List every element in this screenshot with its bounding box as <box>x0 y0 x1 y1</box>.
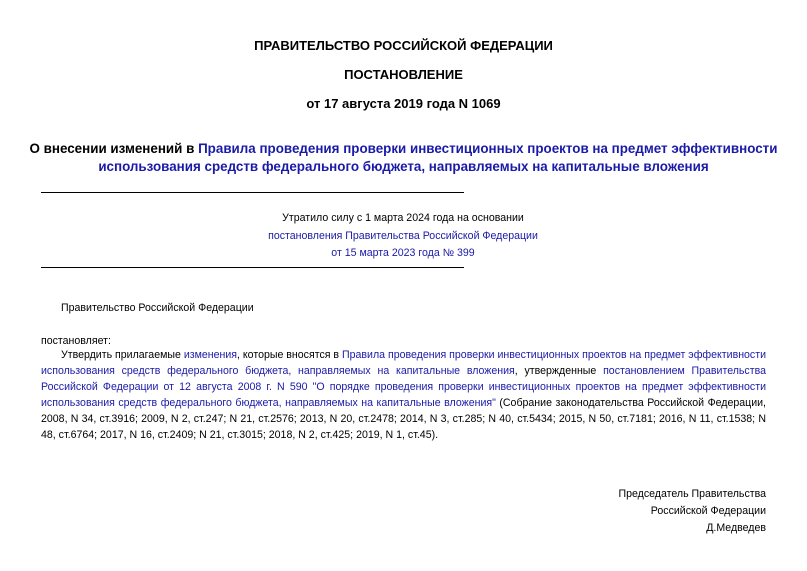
repeal-resolution-date-link[interactable]: от 15 марта 2023 года № 399 <box>331 247 475 259</box>
resolution-590-link[interactable]: постановлением Правительства Российской Федерации от 12 августа 2008 г. N 590 "О порядке проведения проверки инвестиционных проектов на предмет эффективности использования средств федерального бюджета, направляемых на капитальные вложения" <box>41 365 766 409</box>
paragraph-text-1: Утвердить прилагаемые <box>61 349 184 361</box>
paragraph-text-4: (Собрание законодательства Российской Федерации, 2008, N 34, ст.3916; 2009, N 2, ст.247; N 21, ст.2576; 2013, N 20, ст.2478; 2014, N 3, ст.285; N 40, ст.5434; 2015, N 50, ст.7181; 2016, N 11, ст.1538; N 48, ст.6764; 2017, N 16, ст.2409; N 21, ст.3015; 2018, N 2, ст.425; 2019, N 1, ст.45). <box>41 397 766 441</box>
title-rules-link[interactable]: Правила проведения проверки инвестиционных проектов на предмет эффективности использования средств федерального бюджета, направляемых на капитальные вложения <box>98 141 778 174</box>
document-date-number: от 17 августа 2019 года N 1069 <box>306 96 501 111</box>
divider-top <box>41 192 464 193</box>
signature-block <box>618 486 766 537</box>
status-line: Утратило силу с 1 марта 2024 года на основании <box>282 212 524 224</box>
document-title <box>20 140 787 176</box>
signer-position-org: Российской Федерации <box>650 505 766 517</box>
signer-position: Председатель Правительства <box>618 488 766 500</box>
signer-name: Д.Медведев <box>706 522 766 534</box>
status-note <box>200 210 606 263</box>
paragraph-text-2: , которые вносятся в <box>237 349 342 361</box>
paragraph-text-3: , утвержденные <box>514 365 604 377</box>
divider-bottom <box>41 267 464 268</box>
title-prefix: О внесении изменений в <box>29 141 199 156</box>
resolves-label: постановляет: <box>41 335 111 347</box>
amendments-link[interactable]: изменения <box>183 349 238 361</box>
preamble: Правительство Российской Федерации <box>61 302 254 314</box>
issuing-authority: ПРАВИТЕЛЬСТВО РОССИЙСКОЙ ФЕДЕРАЦИИ <box>254 38 553 53</box>
main-paragraph <box>41 347 766 443</box>
repeal-resolution-link[interactable]: постановления Правительства Российской Федерации <box>268 229 538 242</box>
document-type: ПОСТАНОВЛЕНИЕ <box>344 67 463 82</box>
rules-link[interactable]: Правила проведения проверки инвестиционных проектов на предмет эффективности использования средств федерального бюджета, направляемых на капитальные вложения <box>41 349 767 377</box>
